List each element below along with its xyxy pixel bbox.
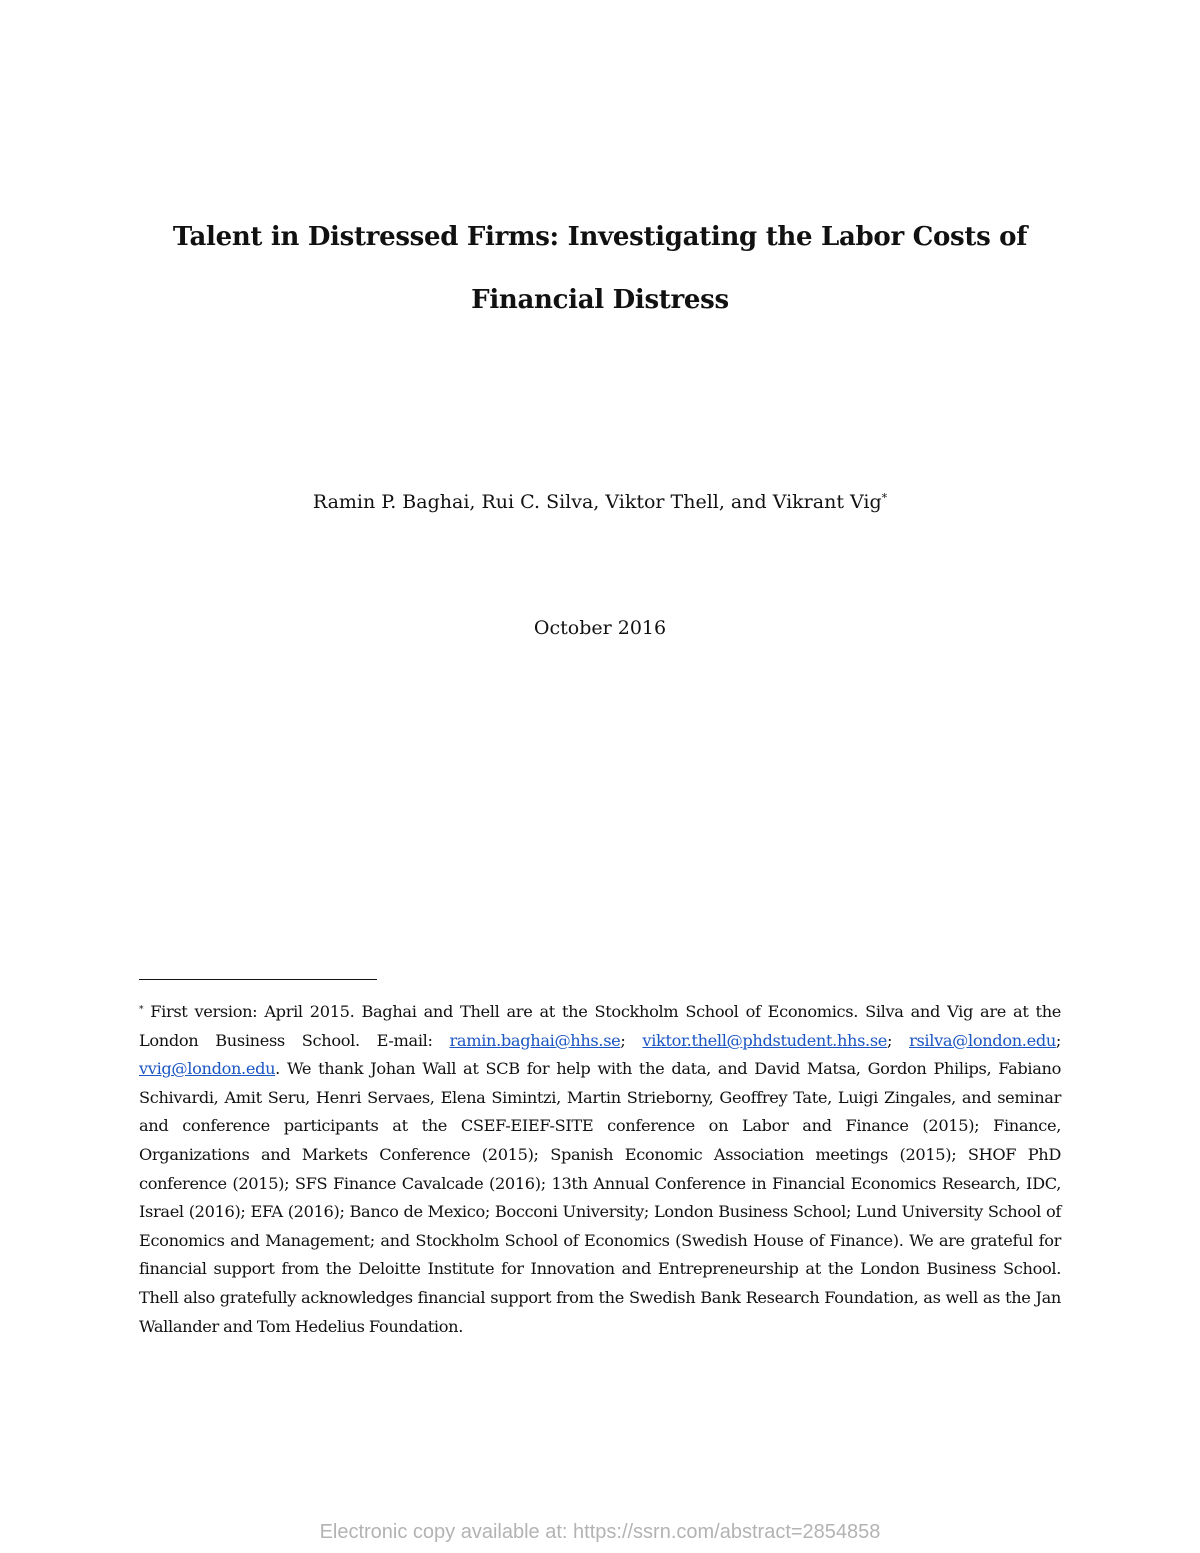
footnote — [139, 998, 1061, 1341]
footnote-text-acknowledgements: . We thank Johan Wall at SCB for help with the data, and David Matsa, Gordon Philips, Fabiano Schivardi, Amit Seru, Henri Servaes, Elena Simintzi, Martin Strieborny, Geoffrey Tate, Luigi Zingales, and seminar and conference participants at the CSEF-EIEF-SITE conference on Labor and Finance (2015); Finance, Organizations and Markets Conference (2015); Spanish Economic Association meetings (2015); SHOF PhD conference (2015); SFS Finance Cavalcade (2016); 13th Annual Conference in Financial Economics Research, IDC, Israel (2016); EFA (2016); Banco de Mexico; Bocconi University; London Business School; Lund University School of Economics and Management; and Stockholm School of Economics (Swedish House of Finance). We are grateful for financial support from the Deloitte Institute for Innovation and Entrepreneurship at the London Business School. Thell also gratefully acknowledges financial support from the Swedish Bank Research Foundation, as well as the Jan Wallander and Tom Hedelius Foundation. — [139, 1059, 1061, 1336]
footnote-separator-1: ; — [620, 1030, 643, 1050]
footnote-text-intro: First version: April 2015. Baghai and Thell are at the Stockholm School of Economics. Silva and Vig are at the London Business School. E-mail: — [139, 1002, 1062, 1050]
paper-title-line-2: Financial Distress — [471, 285, 729, 315]
paper-title-line-1: Talent in Distressed Firms: Investigating the Labor Costs of — [172, 222, 1028, 252]
email-link-baghai[interactable]: ramin.baghai@hhs.se — [449, 1030, 621, 1050]
author-footnote-marker[interactable]: * — [881, 491, 888, 505]
footnote-separator — [139, 979, 377, 980]
footnote-marker: * — [139, 1005, 144, 1016]
ssrn-watermark: Electronic copy available at: https://ssrn.com/abstract=2854858 — [319, 1521, 881, 1543]
email-link-silva[interactable]: rsilva@london.edu — [909, 1030, 1056, 1050]
footnote-separator-3: ; — [1055, 1030, 1062, 1050]
author-list — [0, 491, 1200, 513]
email-link-thell[interactable]: viktor.thell@phdstudent.hhs.se — [642, 1030, 888, 1050]
email-link-vig[interactable]: vvig@london.edu — [139, 1059, 276, 1079]
footnote-separator-2: ; — [887, 1030, 910, 1050]
author-names: Ramin P. Baghai, Rui C. Silva, Viktor Thell, and Vikrant Vig — [312, 491, 882, 513]
publication-date: October 2016 — [533, 617, 667, 639]
